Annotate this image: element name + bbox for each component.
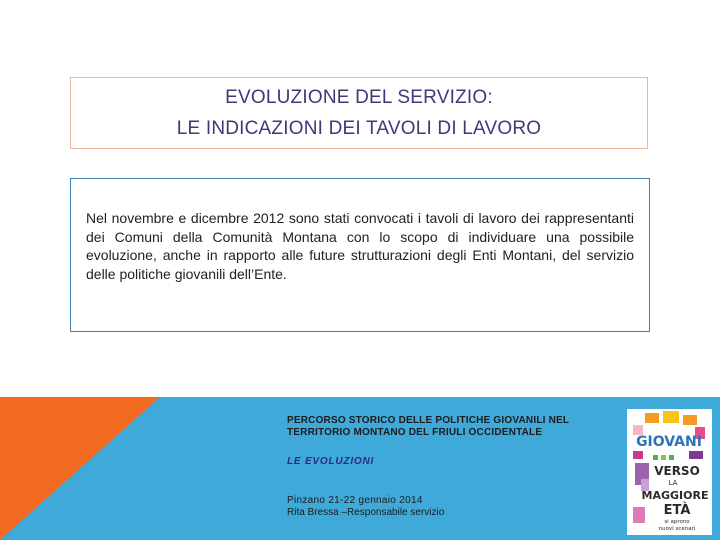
footer-band: [0, 397, 720, 540]
footer-subtitle: [287, 415, 607, 439]
logo-word-giovani: GIOVANI: [636, 434, 702, 450]
logo-word-maggiore: MAGGIORE: [641, 489, 709, 502]
footer-subtitle-line2: TERRITORIO MONTANO DEL FRIULI OCCIDENTALE: [287, 427, 543, 438]
giovani-logo: [627, 409, 712, 535]
slide-title-line1: EVOLUZIONE DEL SERVIZIO:: [225, 87, 493, 108]
logo-tagline-2: nuovi scenari: [658, 526, 696, 532]
orange-triangle-decoration: [0, 397, 160, 540]
title-box: [70, 77, 648, 149]
logo-word-la: LA: [668, 479, 678, 487]
logo-word-verso: VERSO: [654, 464, 700, 478]
slide-title-line2: LE INDICAZIONI DEI TAVOLI DI LAVORO: [176, 118, 542, 139]
footer-subtitle-line1: PERCORSO STORICO DELLE POLITICHE GIOVANILI NEL: [287, 415, 570, 426]
body-paragraph: Nel novembre e dicembre 2012 sono stati convocati i tavoli di lavoro dei rappresentanti dei Comuni della Comunità Montana con lo scopo di individuare una possibile evoluzione, anche in rapporto alle future strutturazioni degli Enti Montani, del servizio delle politiche giovanili dell’Ente.: [86, 210, 634, 282]
author-line: Rita Bressa –Responsabile servizio: [287, 507, 445, 518]
logo-word-eta: ETÀ: [663, 503, 691, 518]
place-date: Pinzano 21-22 gennaio 2014: [287, 495, 423, 506]
body-box: [70, 178, 650, 332]
logo-tagline-1: si aprono: [664, 519, 690, 525]
section-label: LE EVOLUZIONI: [287, 456, 375, 467]
